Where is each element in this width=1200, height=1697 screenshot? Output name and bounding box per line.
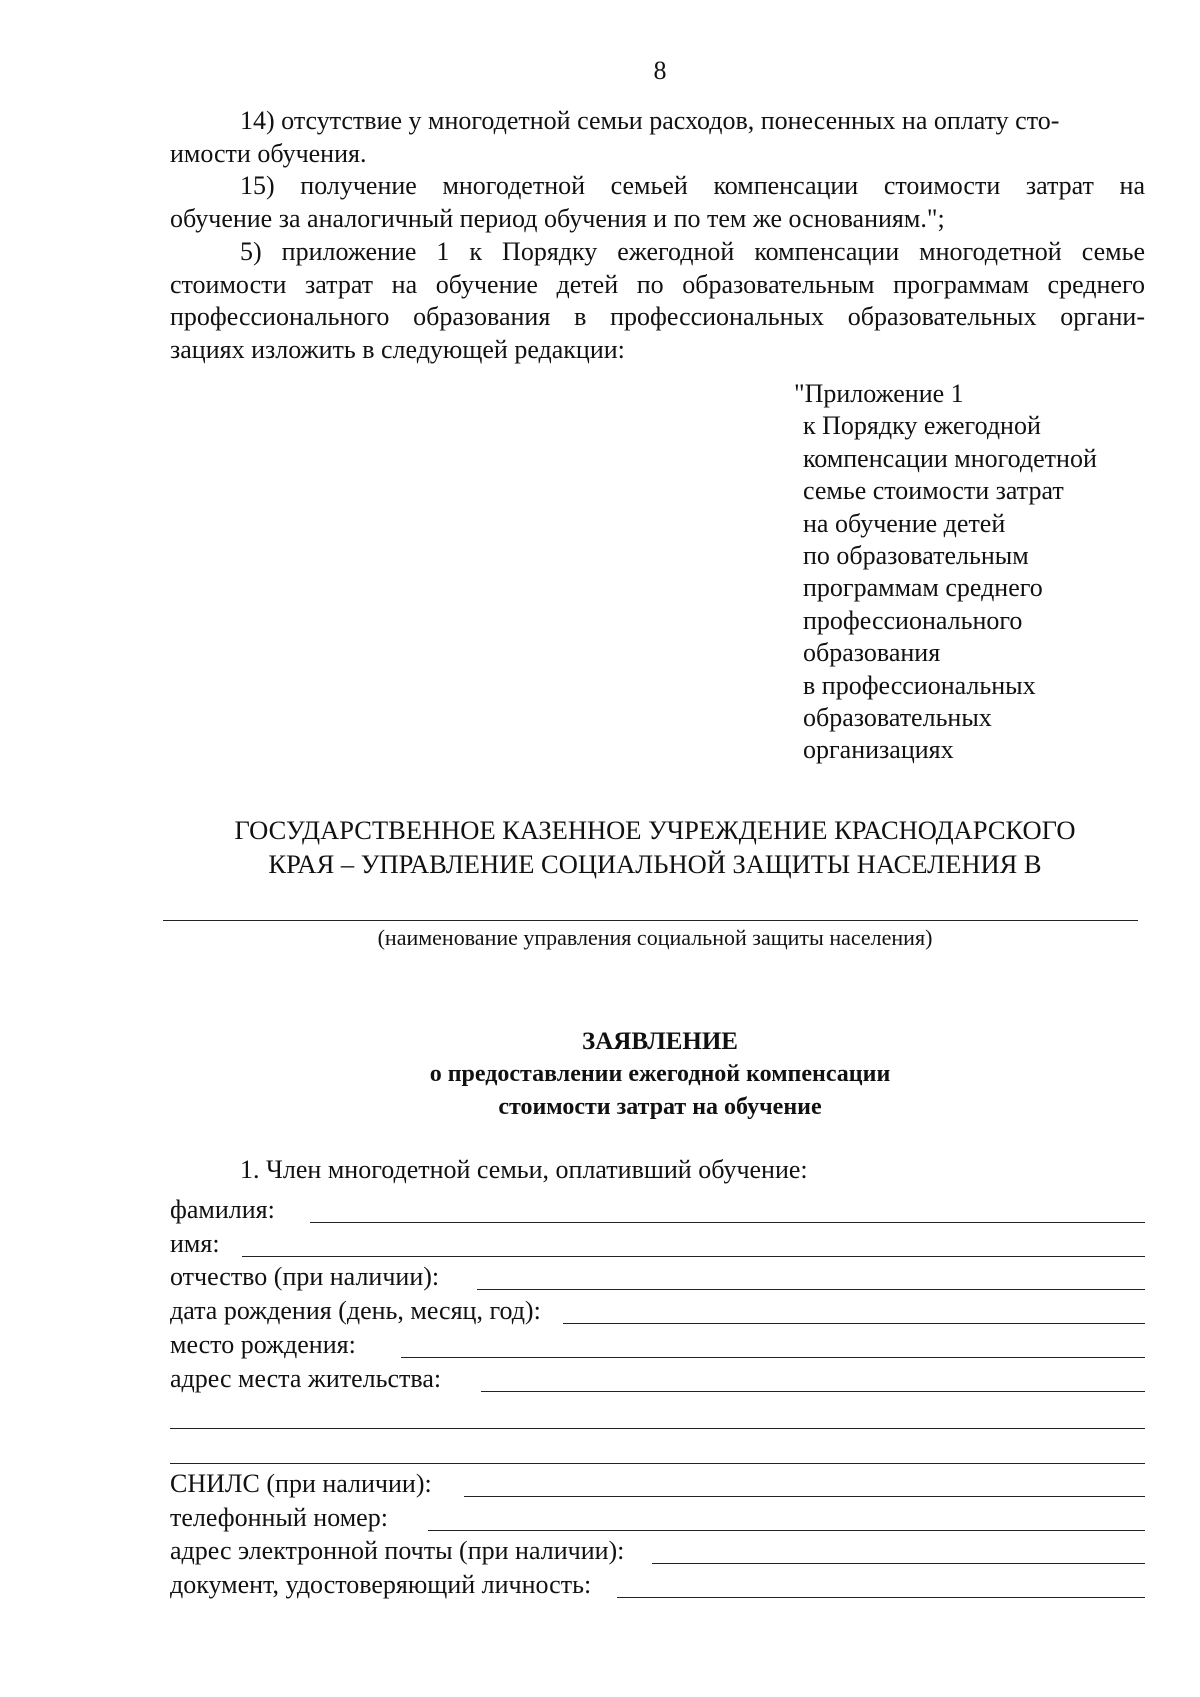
field-snils <box>170 1465 1145 1497</box>
agency-caption: (наименование управления социальной защиты населения) <box>377 925 933 950</box>
annex-line: организациях <box>803 735 954 765</box>
field-email-label: адрес электронной почты (при наличии): <box>170 1536 625 1565</box>
field-patronymic <box>170 1258 1145 1290</box>
paragraph-15 <box>170 170 1145 235</box>
field-birth-place-label: место рождения: <box>170 1330 356 1359</box>
annex-line: к Порядку ежегодной <box>803 411 1041 441</box>
agency-fill-line[interactable] <box>163 920 1138 921</box>
field-birth-date <box>170 1292 1145 1324</box>
paragraph-15-line-1: 15) получение многодетной семьей компенсации стоимости затрат на <box>240 171 1145 200</box>
paragraph-5 <box>170 236 1145 366</box>
agency-name <box>150 813 1160 881</box>
field-patronymic-input-line[interactable] <box>477 1269 1145 1290</box>
field-phone-label: телефонный номер: <box>170 1503 388 1532</box>
field-name-input-line[interactable] <box>242 1236 1145 1257</box>
annex-line: семье стоимости затрат <box>803 476 1064 506</box>
application-subtitle-line-1: о предоставлении ежегодной компенсации <box>429 1061 891 1087</box>
field-address-label: адрес места жительства: <box>170 1364 442 1393</box>
field-address <box>170 1360 1145 1392</box>
annex-line: на обучение детей <box>803 508 1006 538</box>
paragraph-5-line-3: профессионального образования в профессиональных образовательных органи- <box>170 302 1145 331</box>
field-address-extra-line-1[interactable] <box>170 1428 1145 1429</box>
field-birth-place <box>170 1326 1145 1358</box>
field-id-document-input-line[interactable] <box>617 1577 1145 1598</box>
annex-header <box>794 378 1143 767</box>
section-1-heading: 1. Член многодетной семьи, оплативший обучение: <box>240 1155 808 1184</box>
agency-name-line-1: ГОСУДАРСТВЕННОЕ КАЗЕННОЕ УЧРЕЖДЕНИЕ КРАСНОДАРСКОГО <box>234 815 1076 845</box>
annex-line: программам среднего <box>803 573 1043 603</box>
field-surname-input-line[interactable] <box>310 1202 1145 1223</box>
field-phone-input-line[interactable] <box>428 1510 1145 1531</box>
field-email-input-line[interactable] <box>652 1543 1145 1564</box>
annex-line: профессионального <box>803 605 1023 635</box>
application-title <box>0 1025 1200 1124</box>
field-address-input-line[interactable] <box>481 1371 1145 1392</box>
field-id-document <box>170 1566 1145 1598</box>
field-snils-label: СНИЛС (при наличии): <box>170 1469 432 1498</box>
page-number: 8 <box>653 56 667 85</box>
annex-line: "Приложение 1 <box>794 379 964 408</box>
field-birth-date-label: дата рождения (день, месяц, год): <box>170 1296 541 1325</box>
field-surname-label: фамилия: <box>170 1195 275 1224</box>
paragraph-5-line-1: 5) приложение 1 к Порядку ежегодной компенсации многодетной семье <box>240 237 1145 266</box>
paragraph-15-line-2: обучение за аналогичный период обучения и по тем же основаниям."; <box>170 203 945 233</box>
field-name-label: имя: <box>170 1229 220 1258</box>
annex-line: образования <box>803 638 941 668</box>
annex-line: образовательных <box>803 703 992 733</box>
field-id-document-label: документ, удостоверяющий личность: <box>170 1570 592 1599</box>
field-email <box>170 1532 1145 1564</box>
annex-line: в профессиональных <box>803 670 1036 700</box>
application-heading: ЗАЯВЛЕНИЕ <box>582 1028 738 1055</box>
paragraph-5-line-4: зациях изложить в следующей редакции: <box>170 334 625 364</box>
field-name <box>170 1225 1145 1257</box>
paragraph-14-line-2: имости обучения. <box>170 138 367 168</box>
field-phone <box>170 1499 1145 1531</box>
annex-line: компенсации многодетной <box>803 443 1097 473</box>
field-birth-place-input-line[interactable] <box>401 1337 1145 1358</box>
field-birth-date-input-line[interactable] <box>563 1303 1145 1324</box>
paragraph-14-line-1: 14) отсутствие у многодетной семьи расходов, понесенных на оплату сто- <box>240 106 1060 135</box>
paragraph-14 <box>170 105 1145 170</box>
paragraph-5-line-2: стоимости затрат на обучение детей по образовательным программам среднего <box>170 269 1145 299</box>
field-address-extra-line-2[interactable] <box>170 1463 1145 1464</box>
application-subtitle-line-2: стоимости затрат на обучение <box>498 1094 822 1120</box>
field-patronymic-label: отчество (при наличии): <box>170 1262 440 1291</box>
agency-name-line-2: КРАЯ – УПРАВЛЕНИЕ СОЦИАЛЬНОЙ ЗАЩИТЫ НАСЕЛЕНИЯ В <box>268 849 1042 879</box>
field-surname <box>170 1191 1145 1223</box>
annex-line: по образовательным <box>803 541 1029 571</box>
field-snils-input-line[interactable] <box>464 1476 1145 1497</box>
